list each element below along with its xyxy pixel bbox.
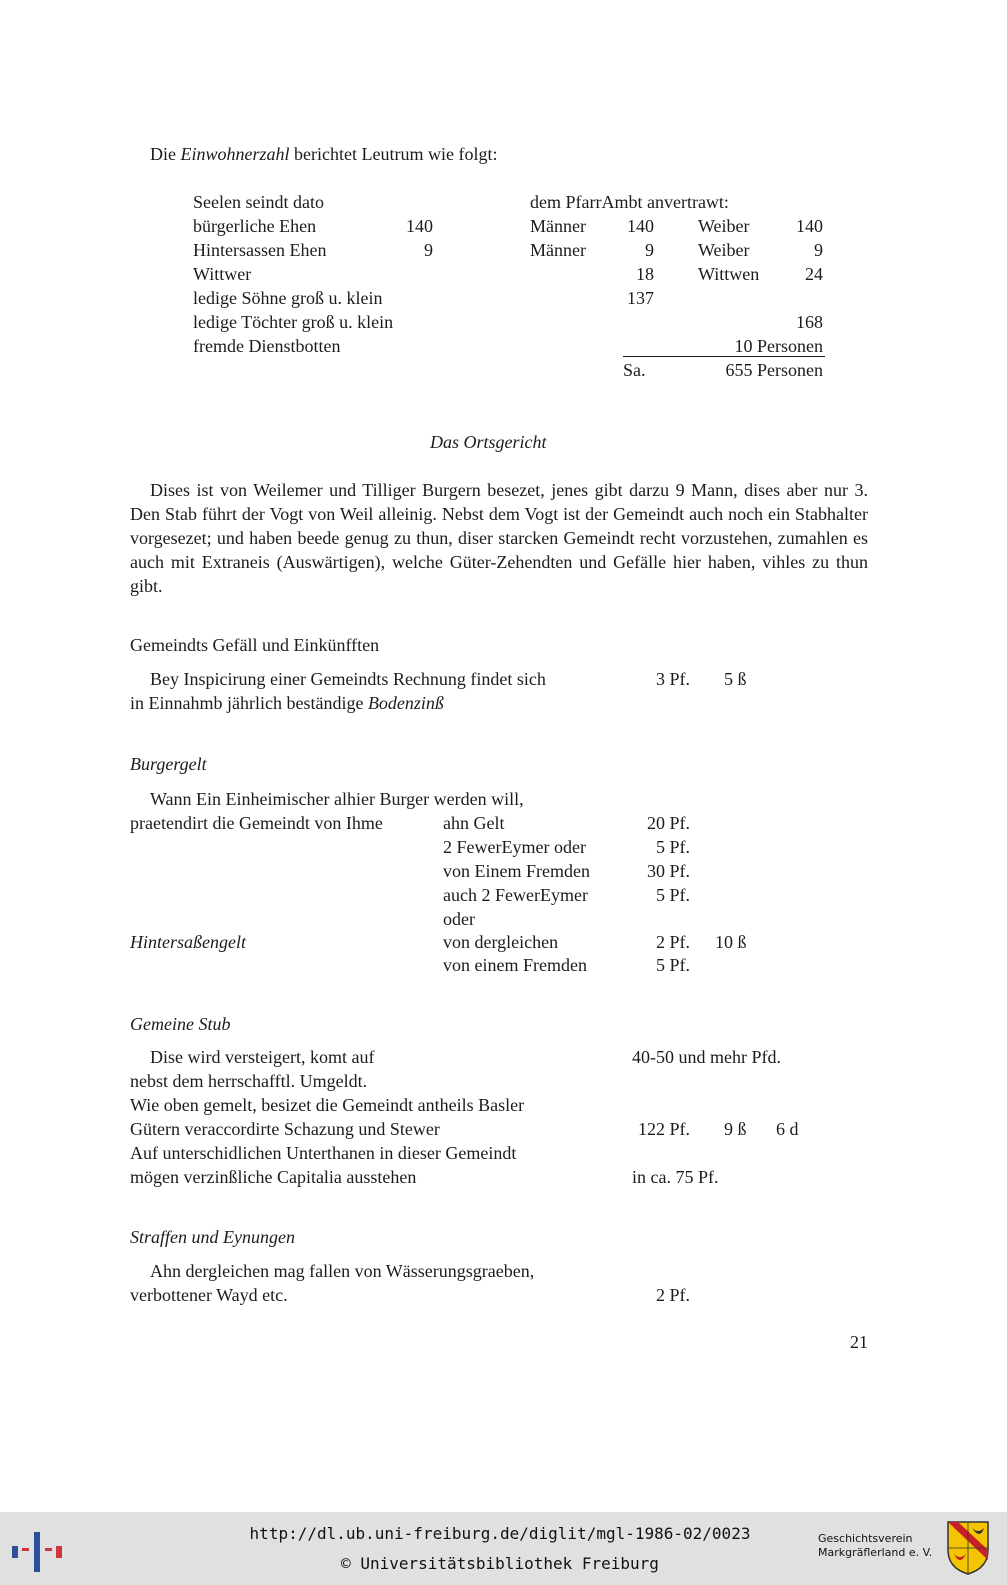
census-men-value: 9 <box>645 240 654 260</box>
burgergelt-item: ahn Gelt <box>443 813 505 833</box>
stub-line: Wie oben gemelt, besizet die Gemeindt antheils Basler <box>130 1095 525 1115</box>
census-women-label: Wittwen <box>698 264 760 284</box>
census-women-value: 168 <box>796 312 823 332</box>
census-label: ledige Töchter groß u. klein <box>193 312 394 332</box>
library-logo-icon <box>10 1532 70 1572</box>
section-heading-stub: Gemeine Stub <box>130 1014 231 1034</box>
burgergelt-line-1: Wann Ein Einheimischer alhier Burger werden will, <box>150 789 524 809</box>
census-label: Wittwer <box>193 264 252 284</box>
burgergelt-item: 2 FewerEymer oder <box>443 837 586 857</box>
census-women-value: 9 <box>814 240 823 260</box>
burgergelt-amount: 5 Pf. <box>655 885 690 905</box>
footer-bar <box>0 1512 1007 1585</box>
burgergelt-item: auch 2 FewerEymer <box>443 885 588 905</box>
census-women-label: Weiber <box>698 240 750 260</box>
society-name-line-2: Markgräflerland e. V. <box>818 1546 933 1559</box>
gefaell-amount-pf: 3 Pf. <box>655 669 690 689</box>
straffen-line-2: verbottener Wayd etc. <box>130 1285 288 1305</box>
footer-url-link[interactable]: http://dl.ub.uni-freiburg.de/diglit/mgl-1986-02/0023 <box>249 1524 751 1543</box>
society-name-line-1: Geschichtsverein <box>818 1532 913 1545</box>
burgergelt-amount: 5 Pf. <box>655 837 690 857</box>
census-men-value: 137 <box>627 288 654 308</box>
stub-amount: in ca. 75 Pf. <box>632 1167 719 1187</box>
stub-amount: 40-50 und mehr Pfd. <box>632 1047 781 1067</box>
intro-line: Die Einwohnerzahl berichtet Leutrum wie folgt: <box>150 144 498 164</box>
page-number: 21 <box>850 1332 868 1352</box>
census-label: ledige Söhne groß u. klein <box>193 288 383 308</box>
footer-copyright: © Universitätsbibliothek Freiburg <box>341 1554 659 1573</box>
stub-line: nebst dem herrschafftl. Umgeldt. <box>130 1071 368 1091</box>
coat-of-arms-icon <box>946 1520 990 1576</box>
burgergelt-amount: 2 Pf. <box>655 932 690 952</box>
section-heading-burgergelt: Burgergelt <box>130 754 207 774</box>
census-value: 9 <box>424 240 433 260</box>
census-men-label: Männer <box>530 240 586 260</box>
census-label: bürgerliche Ehen <box>193 216 317 236</box>
census-women-label: Weiber <box>698 216 750 236</box>
straffen-amount: 2 Pf. <box>655 1285 690 1305</box>
stub-amount: 122 Pf. <box>637 1119 690 1139</box>
burgergelt-line-2: praetendirt die Gemeindt von Ihme <box>130 813 383 833</box>
stub-line: Gütern veraccordirte Schazung und Stewer <box>130 1119 440 1139</box>
gefaell-line-2: in Einnahmb jährlich beständige Bodenzinß <box>130 693 444 713</box>
census-label: fremde Dienstbotten <box>193 336 341 356</box>
census-women-value: 140 <box>796 216 823 236</box>
burgergelt-item: von dergleichen <box>443 932 559 952</box>
burgergelt-extra: 10 ß <box>715 932 747 952</box>
census-men-value: 140 <box>627 216 654 236</box>
census-value: 140 <box>406 216 433 236</box>
census-note: dem PfarrAmbt anvertrawt: <box>530 192 729 212</box>
census-sum-rule <box>623 356 825 357</box>
straffen-line-1: Ahn dergleichen mag fallen von Wässerungsgraeben, <box>150 1261 535 1281</box>
census-sum-label: Sa. <box>623 360 646 380</box>
burgergelt-item: von Einem Fremden <box>443 861 590 881</box>
burgergelt-item: von einem Fremden <box>443 955 587 975</box>
census-men-label: Männer <box>530 216 586 236</box>
stub-line: Auf unterschidlichen Unterthanen in dieser Gemeindt <box>130 1143 517 1163</box>
census-sum-value: 655 Personen <box>725 360 823 380</box>
census-label: Seelen seindt dato <box>193 192 324 212</box>
stub-line: mögen verzinßliche Capitalia ausstehen <box>130 1167 417 1187</box>
burgergelt-amount: 20 Pf. <box>646 813 690 833</box>
gefaell-amount-s: 5 ß <box>724 669 747 689</box>
section-heading-straffen: Straffen und Eynungen <box>130 1227 295 1247</box>
census-women-value: 24 <box>805 264 823 284</box>
stub-amount-d: 6 d <box>776 1119 799 1139</box>
hintersassengelt-label: Hintersaßengelt <box>130 932 246 952</box>
gefaell-line-1: Bey Inspicirung einer Gemeindts Rechnung findet sich <box>150 669 546 689</box>
census-label: Hintersassen Ehen <box>193 240 327 260</box>
section-heading-gefaell: Gemeindts Gefäll und Einkünfften <box>130 635 380 655</box>
stub-line: Dise wird versteigert, komt auf <box>150 1047 375 1067</box>
section-heading-ortsgericht: Das Ortsgericht <box>430 432 547 452</box>
census-men-value: 18 <box>636 264 654 284</box>
stub-amount-s: 9 ß <box>724 1119 747 1139</box>
burgergelt-amount: 5 Pf. <box>655 955 690 975</box>
ortsgericht-paragraph: Dises ist von Weilemer und Tilliger Burgern besezet, jenes gibt darzu 9 Mann, dises aber nur 3. Den Stab führt der Vogt von Weil alleinig. Nebst dem Vogt ist der Gemeindt auch noch ein Stabhalter vorgesezet; und haben beede genug zu thun, diser starcken Gemeindt recht vorzustehen, zumahlen es auch mit Extraneis (Auswärtigen), welche Güter-Zehendten und Gefälle hier haben, vihles zu thun gibt. <box>130 480 868 596</box>
burgergelt-item: oder <box>443 909 475 929</box>
census-women-value: 10 Personen <box>734 336 823 356</box>
burgergelt-amount: 30 Pf. <box>646 861 690 881</box>
